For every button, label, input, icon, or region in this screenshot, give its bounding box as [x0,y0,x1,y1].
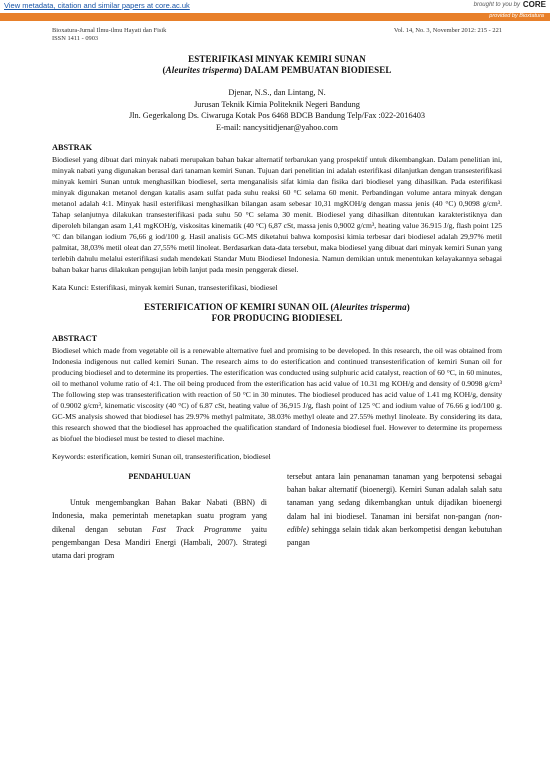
core-brought-by: brought to you by [473,2,520,8]
right-paragraph: tersebut antara lain penanaman tanaman yang berpotensi sebagai bahan bakar alternatif (bioenergi). Kemiri Sunan adalah salah satu tanaman yang sedang dikembangkan untuk dijadikan bioenergi dalam hal ini biodiesel. Tanaman ini bersifat non-pangan (non-edible) sehingga selain tidak akan berkompetisi dengan kebutuhan pangan [287,472,502,548]
title-line-2: (Aleurites trisperma) DALAM PEMBUATAN BIODIESEL [162,65,392,75]
provided-by-bar [0,13,550,21]
left-paragraph: Untuk mengembangkan Bahan Bakar Nabati (BBN) di Indonesia, maka pemerintah menetapkan suatu program yang dikenal dengan sebutan Fast Track Programme yaitu pengembangan Desa Mandiri Energi (Hambali, 2007). Strategi utama dari program [52,498,267,561]
title-indonesian [52,54,502,76]
pendahuluan-heading: PENDAHULUAN [128,472,191,481]
author-names: Djenar, N.S., dan Lintang, N. [228,88,326,97]
title-english [52,302,502,324]
author-email[interactable]: E-mail: nancysitidjenar@yahoo.com [216,122,338,132]
right-column [287,470,502,562]
abstrak-text: Biodiesel yang dibuat dari minyak nabati merupakan bahan bakar alternatif terbarukan yang prospektif untuk dikembangkan. Dalam penelitian ini, minyak nabati yang digunakan berasal dari tanaman kemiri Sunan. Tujuan dari penelitian ini adalah esterifikasi dilanjutkan dengan transesterifikasi minyak kemiri Sunan untuk menghasilkan biodiesel, serta menganalisis sifat kimia dan fisika dari biodiesel yang dihasilkan. Pada esterifikasi minyak digunakan metanol dengan katalis asam sulfat pada suhu reaksi 60 °C selama 60 menit. Perbandingan volume antara minyak dengan metanol adalah 4:1. Minyak hasil esterifikasi menghasilkan bilangan asam sebesar 10,31 mgKOH/g dengan massa jenis (40 °C) 0,9098 g/cm³. Tahap selanjutnya dilakukan transesterifikasi pada suhu 50 °C selama 30 menit. Biodiesel yang dihasilkan ditentukan karakteristiknya dan diperoleh bilangan asam 1,41 mgKOH/g, viskositas kinematik (40 °C) 6,87 cSt, massa jenis 0,9002 g/cm³, heating value 36.915 J/g, flash point 125 °C dan bilangan iodium 76,66 g iod/100 g. Hasil analisis GC-MS diketahui bahwa komposisi kimia terbesar dari biodiesel adalah 29,97% metil palmitat, 38,03% metil oleat dan 27,55% metil linoleat. Berdasarkan data-data tersebut, maka biodiesel yang dibuat dari minyak kemiri Sunan yang terlebih dahulu melalui esterifikasi sudah mendekati Standar Mutu Biodiesel Indonesia. Namun demikian untuk menentukan kelayakannya sebagai bahan bakar harus dilakukan pengujian lebih lanjut pada mesin penggerak diesel. [52,155,502,274]
author-department: Jurusan Teknik Kimia Politeknik Negeri Bandung [194,99,360,109]
journal-name: Bioxatura-Jurnal Ilmu-ilmu Hayati dan Fisik [52,27,167,34]
kata-kunci: Kata Kunci: Esterifikasi, minyak kemiri Sunan, transesterifikasi, biodiesel [52,283,278,292]
author-block [52,87,502,133]
core-metadata-link[interactable]: View metadata, citation and similar papers at core.ac.uk [4,1,190,10]
core-logo[interactable]: CORE [522,0,546,9]
title-en-line-1: ESTERIFICATION OF KEMIRI SUNAN OIL (Aleurites trisperma) [144,302,410,312]
paper-page [52,27,502,562]
keywords: Keywords: esterification, kemiri Sunan oil, transesterification, biodiesel [52,452,271,461]
issn: ISSN 1411 - 0903 [52,34,99,42]
abstrak-heading: ABSTRAK [52,143,93,152]
provided-by-text[interactable]: provided by Bioxtatura [489,13,544,19]
author-address: Jln. Gegerkalong Ds. Ciwaruga Kotak Pos 6468 BDCB Bandung Telp/Fax :022-2016403 [128,111,426,120]
title-en-line-2: FOR PRODUCING BIODIESEL [211,313,343,323]
volume-info: Vol. 14, No. 3, November 2012: 215 - 221 [393,27,502,34]
body-columns [52,470,502,562]
title-line-1: ESTERIFIKASI MINYAK KEMIRI SUNAN [188,54,366,64]
abstract-heading: ABSTRACT [52,334,98,343]
abstract-text: Biodiesel which made from vegetable oil is a renewable alternative fuel and promising to be developed. In this research, the oil was obtained from Indonesia indigenous nut called kemiri Sunan. The research aims to do esterification and continued transesterification of kemiri Sunan oil for producing biodiesel and to determine its properties. The esterification was conducted using sulphuric acid catalyst, reaction of 60 °C, in 60 minutes, oil to methanol volume ratio of 4:1. The oil being produced from the esterification has acid value of 10.31 mg KOH/g and density of 0.9098 g/cm³ The following step was transesterification with reaction of 50 °C in 30 minutes. The biodiesel produced has acid value of 1.41 mg KOH/g, density of 0.9002 g/cm³, kinematic viscosity (40 °C) of 6.87 cSt, heating value of 36,915 J/g, flash point of 125 °C and iodium value of 76.66 g iod/100 g. GC-MS analysis showed that biodiesel has 29.97% methyl palmitate, 38.03% methyl oleate and 27.55% methyl linoleate. By considering its data, this research showed that the biodiesel has approached the qualification standard of Indonesia biodiesel fuel. However to determine its properness as biofuel the biodiesel must be tested to diesel machine. [52,346,502,443]
running-header [52,27,502,42]
species-name-en: Aleurites trisperma [333,302,407,312]
core-banner [0,0,550,13]
species-name: Aleurites trisperma [165,65,239,75]
left-column [52,470,267,562]
